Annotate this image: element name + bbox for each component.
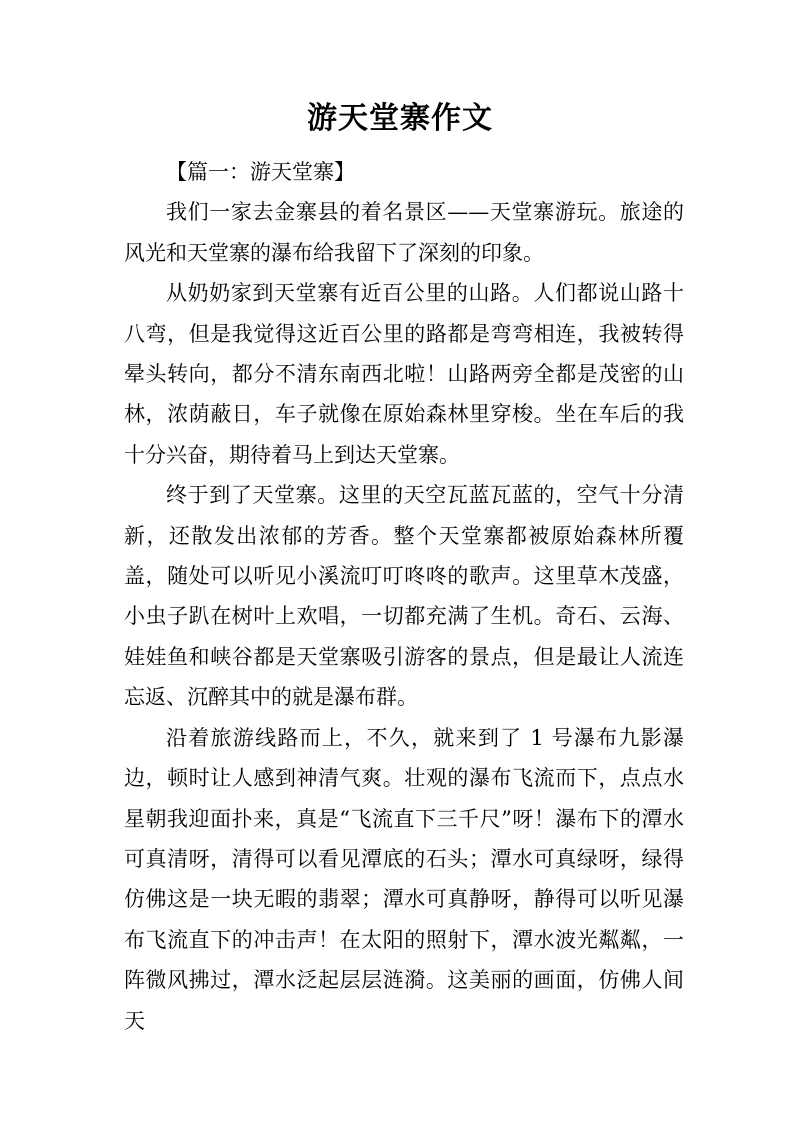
document-title: 游天堂寨作文 <box>307 101 493 136</box>
document-body <box>124 152 684 1041</box>
paragraph-1: 我们一家去金寨县的着名景区——天堂寨游玩。旅途的风光和天堂寨的瀑布给我留下了深刻的印象。 <box>124 200 684 265</box>
paragraph-4: 沿着旅游线路而上，不久，就来到了 1 号瀑布九影瀑边，顿时让人感到神清气爽。壮观的瀑布飞流而下，点点水星朝我迎面扑来，真是“飞流直下三千尺”呀！瀑布下的潭水可真清呀，清得可以看见潭底的石头；潭水可真绿呀，绿得仿佛这是一块无暇的翡翠；潭水可真静呀，静得可以听见瀑布飞流直下的冲击声！在太阳的照射下，潭水波光粼粼，一阵微风拂过，潭水泛起层层涟漪。这美丽的画面，仿佛人间天 <box>124 725 684 1033</box>
paragraph-2: 从奶奶家到天堂寨有近百公里的山路。人们都说山路十八弯，但是我觉得这近百公里的路都是弯弯相连，我被转得晕头转向，都分不清东南西北啦！山路两旁全都是茂密的山林，浓荫蔽日，车子就像在原始森林里穿梭。坐在车后的我十分兴奋，期待着马上到达天堂寨。 <box>124 281 684 467</box>
section-label: 【篇一：游天堂寨】 <box>166 160 355 184</box>
paragraph-3: 终于到了天堂寨。这里的天空瓦蓝瓦蓝的，空气十分清新，还散发出浓郁的芳香。整个天堂寨都被原始森林所覆盖，随处可以听见小溪流叮叮咚咚的歌声。这里草木茂盛，小虫子趴在树叶上欢唱，一切都充满了生机。奇石、云海、娃娃鱼和峡谷都是天堂寨吸引游客的景点，但是最让人流连忘返、沉醉其中的就是瀑布群。 <box>124 483 684 710</box>
